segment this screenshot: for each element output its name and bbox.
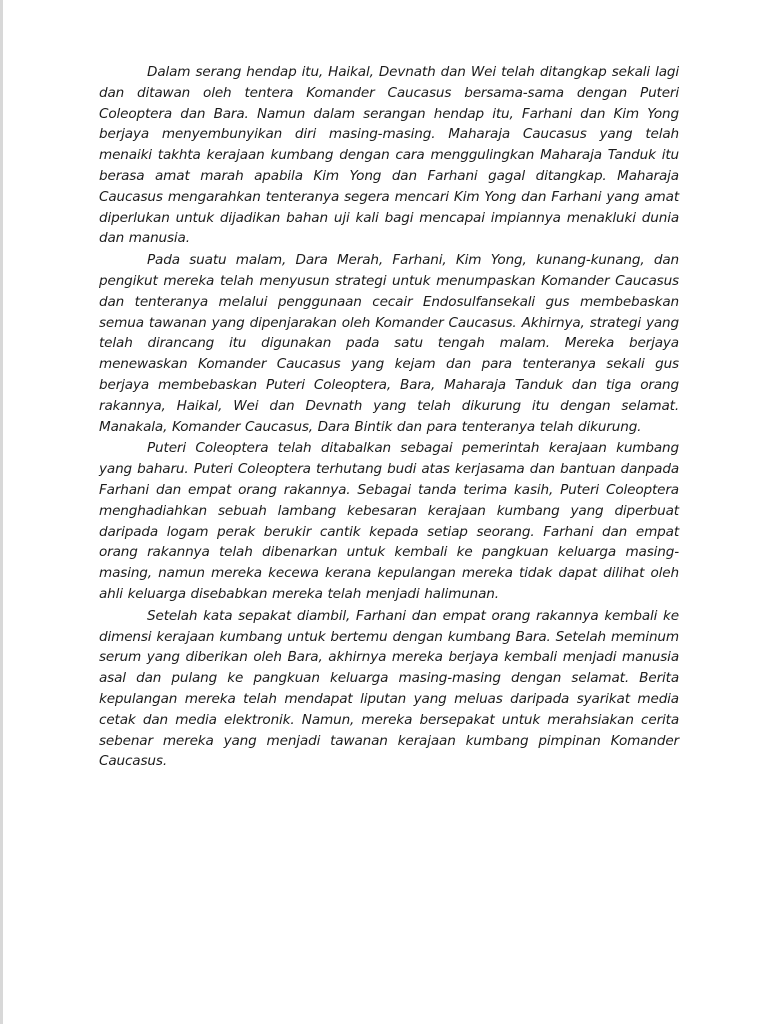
story-text [99,62,679,773]
paragraph-1: Dalam serang hendap itu, Haikal, Devnath dan Wei telah ditangkap sekali lagi dan ditawan oleh tentera Komander Caucasus bersama-sama dengan Puteri Coleoptera dan Bara. Namun dalam serangan hendap itu, Farhani dan Kim Yong berjaya menyembunyikan diri masing-masing. Maharaja Caucasus yang telah menaiki takhta kerajaan kumbang dengan cara menggulingkan Maharaja Tanduk itu berasa amat marah apabila Kim Yong dan Farhani gagal ditangkap. Maharaja Caucasus mengarahkan tenteranya segera mencari Kim Yong dan Farhani yang amat diperlukan untuk dijadikan bahan uji kali bagi mencapai impiannya menakluki dunia dan manusia. [99,64,679,247]
paragraph-3: Puteri Coleoptera telah ditabalkan sebagai pemerintah kerajaan kumbang yang baharu. Puteri Coleoptera terhutang budi atas kerjasama dan bantuan danpada Farhani dan empat orang rakannya. Sebagai tanda terima kasih, Puteri Coleoptera menghadiahkan sebuah lambang kebesaran kerajaan kumbang yang diperbuat daripada logam perak berukir cantik kepada setiap seorang. Farhani dan empat orang rakannya telah dibenarkan untuk kembali ke pangkuan keluarga masing-masing, namun mereka kecewa kerana kepulangan mereka tidak dapat dilihat oleh ahli keluarga disebabkan mereka telah menjadi halimunan. [99,440,679,602]
paragraph-4: Setelah kata sepakat diambil, Farhani dan empat orang rakannya kembali ke dimensi kerajaan kumbang untuk bertemu dengan kumbang Bara. Setelah meminum serum yang diberikan oleh Bara, akhirnya mereka berjaya kembali menjadi manusia asal dan pulang ke pangkuan keluarga masing-masing dengan selamat. Berita kepulangan mereka telah mendapat liputan yang meluas daripada syarikat media cetak dan media elektronik. Namun, mereka bersepakat untuk merahsiakan cerita sebenar mereka yang menjadi tawanan kerajaan kumbang pimpinan Komander Caucasus. [99,607,679,770]
paragraph-2: Pada suatu malam, Dara Merah, Farhani, Kim Yong, kunang-kunang, dan pengikut mereka telah menyusun strategi untuk menumpaskan Komander Caucasus dan tenteranya melalui penggunaan cecair Endosulfansekali gus membebaskan semua tawanan yang dipenjarakan oleh Komander Caucasus. Akhirnya, strategi yang telah dirancang itu digunakan pada satu tengah malam. Mereka berjaya menewaskan Komander Caucasus yang kejam dan para tenteranya sekali gus berjaya membebaskan Puteri Coleoptera, Bara, Maharaja Tanduk dan tiga orang rakannya, Haikal, Wei dan Devnath yang telah dikurung itu dengan selamat. Manakala, Komander Caucasus, Dara Bintik dan para tenteranya telah dikurung. [99,252,679,435]
